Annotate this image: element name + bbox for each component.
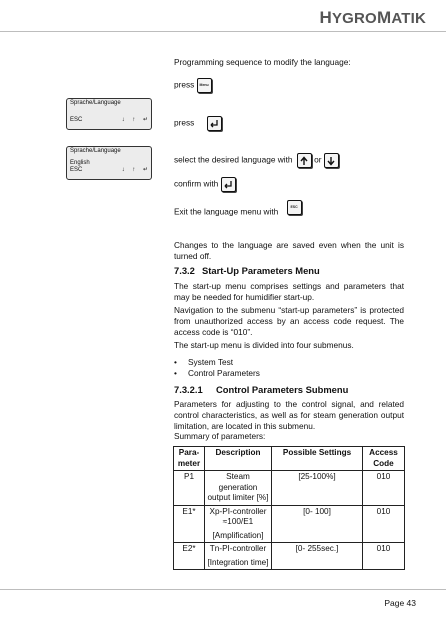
cell-parameter: P1: [174, 471, 205, 506]
paragraph-navigation: Navigation to the submenu “start-up parameters” is protected from unauthorized access by an access code request. The access code is “010”.: [174, 305, 404, 337]
list-item-text: System Test: [188, 357, 234, 367]
lcd-title: Sprache/Language: [70, 148, 121, 154]
step-exit: [174, 205, 302, 220]
cell-description-text: Xp-PI-controller ≈100/E1: [209, 506, 267, 526]
bullet-icon: •: [174, 357, 177, 367]
table-row: [174, 471, 405, 506]
esc-key-icon: ESC: [287, 200, 302, 215]
step-press-enter-text: press: [174, 117, 195, 128]
section-heading-7-3-2: [174, 265, 320, 276]
header-divider: [0, 31, 446, 32]
lcd-down-arrow-icon: ↓: [121, 117, 125, 123]
column-header-description: Description: [205, 447, 272, 471]
step-select-text: select the desired language with: [174, 154, 293, 165]
step-press-menu-text: press: [174, 79, 195, 90]
cell-description: [205, 505, 272, 543]
paragraph-control: Parameters for adjusting to the control signal, and related control characteristics, as well as for steam generation output limitation, are located in this submenu.: [174, 399, 404, 431]
paragraph-summary: Summary of parameters:: [174, 431, 266, 441]
section-number: 7.3.2: [174, 265, 195, 276]
section-heading-7-3-2-1: [174, 384, 348, 395]
section-number: 7.3.2.1: [174, 384, 203, 395]
paragraph-startup: The start-up menu comprises settings and parameters that may be needed for humidifier start-up.: [174, 281, 404, 302]
brand-letters-atik: ATIK: [391, 10, 426, 27]
lcd-up-arrow-icon: ↑: [132, 117, 136, 123]
enter-key-icon: [221, 177, 236, 192]
cell-description-note: [Integration time]: [207, 557, 269, 567]
cell-settings: [0- 255sec.]: [272, 543, 363, 570]
cell-settings: [25-100%]: [272, 471, 363, 506]
enter-key-icon: [207, 116, 222, 131]
step-confirm: [174, 177, 236, 192]
intro-text: Programming sequence to modify the language:: [174, 57, 351, 67]
changes-note: Changes to the language are saved even when the unit is turned off.: [174, 240, 404, 261]
page-number: Page 43: [384, 598, 416, 608]
cell-access-code: 010: [363, 471, 405, 506]
list-item: [174, 357, 233, 367]
brand-letter-h: H: [319, 8, 332, 27]
section-title: Start-Up Parameters Menu: [202, 265, 320, 276]
list-item-text: Control Parameters: [188, 368, 260, 378]
step-press-enter: [174, 116, 222, 131]
menu-key-icon: Menu: [197, 78, 212, 93]
up-key-icon: [297, 153, 312, 168]
brand-logo: [319, 8, 426, 28]
step-select: [174, 153, 339, 168]
lcd-up-arrow-icon: ↑: [132, 167, 136, 173]
column-header-settings: Possible Settings: [272, 447, 363, 471]
brand-letters-ygro: YGRO: [331, 10, 377, 27]
footer-divider: [0, 589, 446, 590]
table-row: [174, 543, 405, 570]
lcd-enter-icon: ↵: [142, 117, 148, 123]
lcd-enter-icon: ↵: [142, 167, 148, 173]
paragraph-divided: The start-up menu is divided into four submenus.: [174, 340, 354, 350]
lcd-display-language-selected: [66, 146, 152, 180]
down-key-icon: [324, 153, 339, 168]
parameters-table: [173, 446, 405, 570]
lcd-value: English: [70, 160, 90, 166]
list-item: [174, 368, 260, 378]
table-row: [174, 505, 405, 543]
step-confirm-text: confirm with: [174, 178, 219, 189]
column-header-parameter: Para-meter: [174, 447, 205, 471]
section-title: Control Parameters Submenu: [216, 384, 349, 395]
brand-letter-m: M: [376, 8, 392, 27]
cell-parameter: E2*: [174, 543, 205, 570]
cell-parameter: E1*: [174, 505, 205, 543]
lcd-esc-label: ESC: [70, 117, 83, 123]
step-exit-text: Exit the language menu with: [174, 206, 279, 217]
cell-description-note: [Amplification]: [212, 530, 264, 540]
lcd-down-arrow-icon: ↓: [121, 167, 125, 173]
cell-settings: [0- 100]: [272, 505, 363, 543]
lcd-display-language: [66, 98, 152, 130]
bullet-icon: •: [174, 368, 177, 378]
cell-description-text: Tn-PI-controller: [209, 544, 267, 553]
step-select-or: or: [314, 154, 322, 165]
lcd-title: Sprache/Language: [70, 100, 121, 106]
cell-access-code: 010: [363, 505, 405, 543]
cell-description: [205, 543, 272, 570]
cell-access-code: 010: [363, 543, 405, 570]
step-press-menu: [174, 78, 212, 93]
cell-description: Steam generation output limiter [%]: [205, 471, 272, 506]
column-header-access-code: Access Code: [363, 447, 405, 471]
table-header-row: [174, 447, 405, 471]
lcd-esc-label: ESC: [70, 167, 83, 173]
